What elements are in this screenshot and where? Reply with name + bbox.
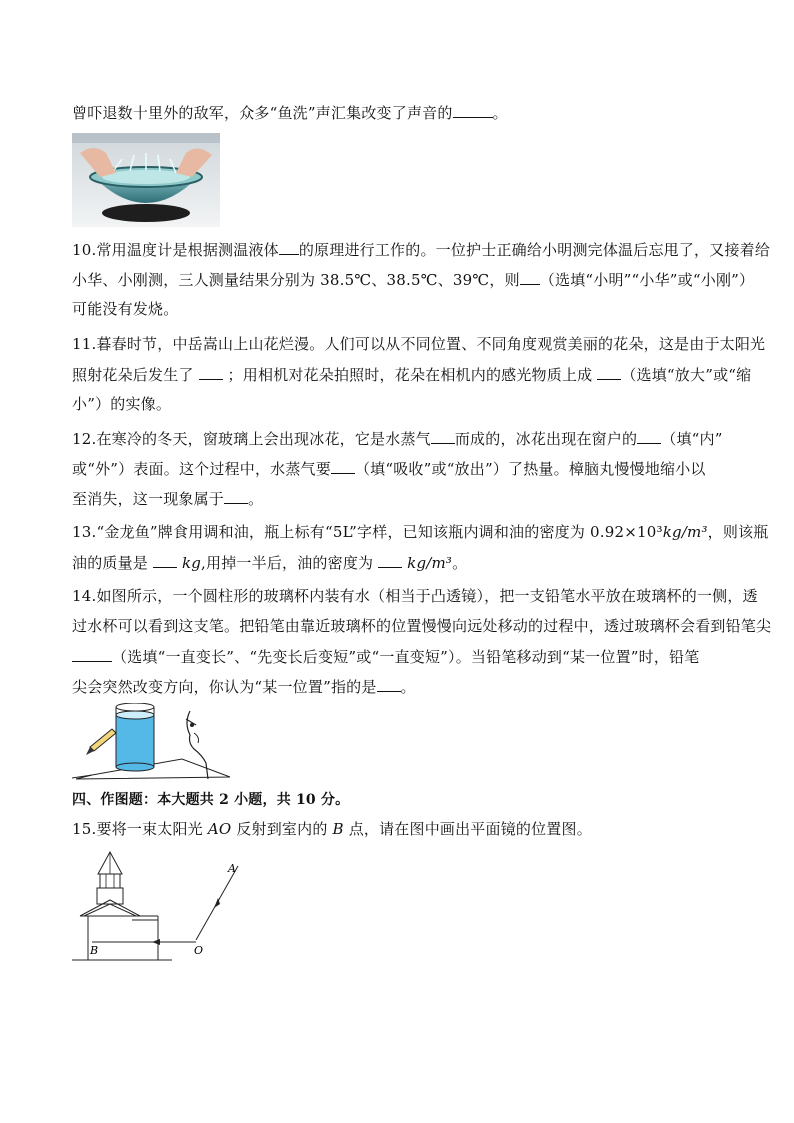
answer-blank[interactable] bbox=[377, 676, 401, 692]
question-10-line-2: 小华、小刚测，三人测量结果分别为 38.5℃、38.5℃、39℃，则 （选填“小明”“小华”或“小刚”） bbox=[72, 271, 755, 289]
label-a: A bbox=[228, 862, 236, 875]
answer-blank[interactable] bbox=[199, 364, 223, 380]
section-heading-drawing: 四、作图题：本大题共 2 小题，共 10 分。 bbox=[72, 792, 350, 808]
answer-blank[interactable] bbox=[153, 552, 177, 568]
answer-blank[interactable] bbox=[597, 364, 621, 380]
question-14-line-2: 过水杯可以看到这支笔。把铅笔由靠近玻璃杯的位置慢慢向远处移动的过程中，透过玻璃杯会看到铅笔尖 bbox=[72, 617, 772, 635]
question-12-line-3: 至消失，这一现象属于 。 bbox=[72, 490, 264, 508]
question-10-line-3: 可能没有发烧。 bbox=[72, 300, 179, 318]
question-11-line-3: 小”）的实像。 bbox=[72, 395, 172, 413]
answer-blank[interactable] bbox=[331, 458, 355, 474]
question-14-line-1: 14.如图所示，一个圆柱形的玻璃杯内装有水（相当于凸透镜），把一支铅笔水平放在玻璃杯的一侧，透 bbox=[72, 587, 758, 605]
question-13-line-2: 油的质量是 kg,用掉一半后，油的密度为 kg/m³。 bbox=[72, 554, 468, 572]
answer-blank[interactable] bbox=[72, 646, 112, 662]
answer-blank[interactable] bbox=[279, 239, 299, 255]
answer-blank[interactable] bbox=[637, 428, 661, 444]
text-line-fish-basin: 曾吓退数十里外的敌军，众多“鱼洗”声汇集改变了声音的 。 bbox=[72, 104, 508, 122]
question-12-line-2: 或“外”）表面。这个过程中，水蒸气要 （填“吸收”或“放出”）了热量。樟脑丸慢慢地缩小以 bbox=[72, 460, 706, 478]
question-10-line-1: 10.常用温度计是根据测温液体 的原理进行工作的。一位护士正确给小明测完体温后忘甩了，又接着给 bbox=[72, 241, 771, 259]
answer-blank[interactable] bbox=[431, 428, 455, 444]
question-14-line-3: （选填“一直变长”、“先变长后变短”或“一直变短”）。当铅笔移动到“某一位置”时，铅笔 bbox=[72, 646, 722, 667]
question-11-line-2: 照射花朵后发生了 ；用相机对花朵拍照时，花朵在相机内的感光物质上成 （选填“放大”或“缩 bbox=[72, 366, 752, 384]
label-o: O bbox=[194, 944, 204, 957]
glass-pencil-figure bbox=[72, 703, 252, 781]
answer-blank[interactable] bbox=[520, 269, 540, 285]
question-14-line-4: 尖会突然改变方向，你认为“某一位置”指的是 。 bbox=[72, 678, 416, 696]
label-b: B bbox=[90, 944, 99, 957]
answer-blank[interactable] bbox=[378, 552, 402, 568]
answer-blank[interactable] bbox=[224, 488, 248, 504]
question-13-line-1: 13.“金龙鱼”牌食用调和油，瓶上标有“5L”字样，已知该瓶内调和油的密度为 0.92×10³kg/m³，则该瓶 bbox=[72, 523, 769, 541]
question-15-line-1: 15.要将一束太阳光 AO 反射到室内的 B 点，请在图中画出平面镜的位置图。 bbox=[72, 820, 592, 838]
question-11-line-1: 11.暮春时节，中岳嵩山上山花烂漫。人们可以从不同位置、不同角度观赏美丽的花朵，这是由于太阳光 bbox=[72, 335, 766, 353]
question-12-line-1: 12.在寒冷的冬天，窗玻璃上会出现冰花，它是水蒸气 而成的，冰花出现在窗户的 （填“内” bbox=[72, 430, 723, 448]
fish-basin-photo bbox=[72, 133, 220, 227]
house-ray-figure bbox=[70, 848, 250, 966]
answer-blank[interactable] bbox=[453, 102, 493, 118]
